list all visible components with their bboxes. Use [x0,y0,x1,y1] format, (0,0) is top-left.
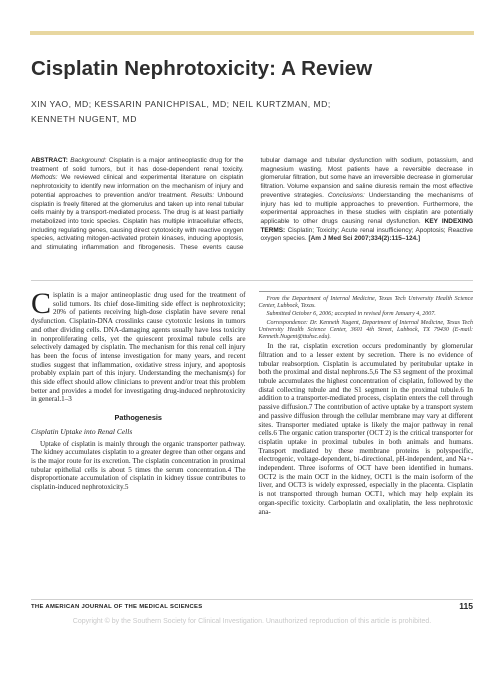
footnote-correspondence: Correspondence: Dr. Kenneth Nugent, Department of Internal Medicine, Texas Tech University Health Science Center, 3601 4th Street, Lubbock, TX 79430 (E-mail: Kenneth.Nugent@ttuhsc.edu). [258,319,473,341]
author-list [31,97,411,126]
abstract-methods-label: Methods: [31,174,58,182]
intro-text: isplatin is a major antineoplastic drug used for the treatment of solid tumors. Its chief dose-limiting side effect is nephrotoxicity; 20% of patients receiving high-dose cisplatin have severe renal dysfunction. Cisplatin-DNA crosslinks cause cytotoxic lesions in tumors and other dividing cells. DNA-damaging agents usually have less toxicity in nonproliferating cells, yet the quiescent proximal tubule cells are selectively damaged by cisplatin. The mechanism for this renal cell injury has been the focus of intense investigation for many years, and recent studies suggest that inflammation, oxidative stress injury, and apoptosis probably explain part of this injury. Understanding the mechanism(s) for this side effect should allow clinicians to prevent and/or treat this problem better and provides a model for investigating drug-induced nephrotoxicity in general.1–3 [31,291,246,404]
abstract-label: ABSTRACT: [31,157,68,164]
journal-name: THE AMERICAN JOURNAL OF THE MEDICAL SCIENCES [31,604,203,610]
section-heading: Pathogenesis [114,413,162,423]
author-line-1: XIN YAO, MD; KESSARIN PANICHPISAL, MD; NEIL KURTZMAN, MD; [31,99,331,109]
abstract-results-text: Unbound cisplatin is freely filtered at the glomerulus and taken up into renal tubular cells mainly by a transport-mediated process. The drug is at least partially metabolized into toxic species. Cisplatin has multiple intracellular effects, including regulating genes, causing direct cytotoxicity with reactive oxygen species, activating mitogen-activated protein kinases, inducing apoptosis, and stimulating inflammation and fibrogenesis. These events cause tubular damage and tubular dysfunction with sodium, potassium, and magnesium wasting. Most patients have a reversible decrease in glomerular filtration, but some have an irreversible decrease in glomerular filtration. Volume expansion and saline diuresis remain the most effective preventive strategies. [31,157,473,252]
footer-divider [31,599,473,600]
abstract-conclusions-label: Conclusions: [327,191,365,199]
abstract-background-label: Background: [70,157,107,164]
uptake-paragraph: Uptake of cisplatin is mainly through the organic transporter pathway. The kidney accumulates cisplatin to a greater degree than other organs and is the major route for its excretion. The cisplatin concentration in proximal tubular epithelial cells is about 5 times the serum concentration.4 The disproportionate accumulation of cisplatin in kidney tissue contributes to cisplatin-induced nephrotoxicity.5 [31,439,246,492]
keywords-text: Cisplatin; Toxicity; Acute renal insufficiency; Apoptosis; Reactive oxygen species. [260,226,474,243]
footnote-submitted: Submitted October 6, 2006; accepted in revised form January 4, 2007. [266,311,436,318]
header-accent-bar [30,31,474,35]
abstract-conclusions-text: Understanding the mechanisms of injury has led to multiple approaches to prevention. Furthermore, the experimental approaches in these studies with cisplatin are potentially applicable to other drugs causing renal dysfunction. [260,191,473,225]
keywords-label: KEY INDEXING TERMS: [260,217,473,234]
excretion-paragraph: In the rat, cisplatin excretion occurs predominantly by glomerular filtration and to a lesser extent by secretion. There is no evidence of tubular reabsorption. Cisplatin is accumulated by peritubular uptake in both the proximal and distal nephrons.5,6 The S3 segment of the proximal tubule accumulates the highest concentration of cisplatin, followed by the distal collecting tubule and the S1 segment in the proximal tubule.6 In addition to a transporter-mediated process, cisplatin enters the cell through passive diffusion.7 The contribution of active uptake by a transport system and passive diffusion through the cellular membrane may vary at different sites. Transporter mediated uptake is likely the major pathway in renal cells.6 The organic cation transporter (OCT 2) is the critical transporter for cisplatin uptake in proximal tubules in both animals and humans. Transport mediated by these membrane proteins is polyspecific, electrogenic, voltage-dependent, bi-directional, pH-independent, and Na+-independent. Three isoforms of OCT have been identified in humans. OCT2 is the main OCT in the kidney, OCT1 is the main isoform of the liver, and OCT3 is widely expressed, especially in the placenta. Cisplatin is not transported through human OCT1, which may help explain its organ-specific toxicity. Carboplatin and oxaliplatin, the less nephrotoxic ana- [258,342,473,516]
abstract [31,157,473,265]
abstract-divider [31,280,473,281]
page-number: 115 [459,601,473,611]
footnotes [259,291,474,341]
article-title: Cisplatin Nephrotoxicity: A Review [31,57,373,80]
copyright-notice: Copyright © by the Southern Society for Clinical Investigation. Unauthorized reproduction of this article is prohibited. [72,618,432,625]
article-body [31,287,473,597]
abstract-background-text: Cisplatin is a major antineoplastic drug for the treatment of solid tumors, but it has dose-dependent renal toxicity. [31,157,244,173]
intro-paragraph [31,287,246,404]
footnote-affiliation: From the Department of Internal Medicine, Texas Tech University Health Science Center, Lubbock, Texas. [258,296,473,310]
subsection-heading: Cisplatin Uptake into Renal Cells [31,426,133,436]
abstract-results-label: Results: [190,191,215,199]
author-line-2: KENNETH NUGENT, MD [31,113,137,124]
drop-cap: C [31,287,52,320]
abstract-methods-text: We reviewed clinical and experimental literature on cisplatin nephrotoxicity to identify new information on the mechanism of injury and potential approaches to prevention and/or treatment. [31,174,244,199]
citation: [Am J Med Sci 2007;334(2):115–124.] [308,235,421,243]
